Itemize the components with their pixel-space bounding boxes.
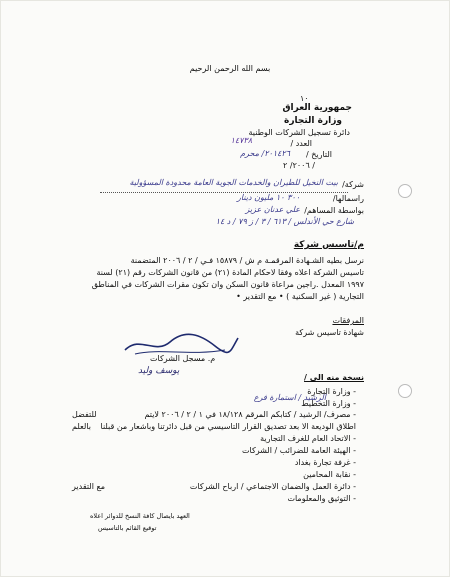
contact-line: شارع حي الأندلس / ٦١٣ / ٣ / ز ٧٩ / د ١٤ — [215, 217, 354, 226]
number-handwritten: ١٤٧٣٨ — [230, 136, 252, 145]
side-note: بالعلم — [72, 422, 91, 431]
company-name: بيت النخيل للطيران والخدمات الجوية العامة محدودة المسؤولية — [129, 178, 338, 187]
signature-name: يوسف وليد — [138, 366, 180, 376]
paragraph-line-1: نرسل بطيه الشـهادة المرقمـة م ش / ١٥٨٧٩ فـي / ٢ / ٢٠٠٦ المتضمنة — [130, 256, 364, 265]
ministry-name: وزارة التجارة — [284, 116, 342, 126]
via-label: بواسطة المساهم/ — [304, 206, 364, 215]
punch-hole-icon — [398, 184, 412, 198]
bank-handwriting: الرشيد / استمارة فرع — [253, 393, 326, 402]
copy-item: - الهيئة العامة للضرائب / الشركات — [241, 446, 356, 455]
basmala: بسم الله الرحمن الرحيم — [189, 64, 271, 73]
side-note: مع التقدير — [72, 482, 106, 491]
footer-line-2: توقيع القائم بالتاسيس — [98, 524, 157, 532]
copy-item: اطلاق الوديعة الا بعد تصديق القرار التاسيسي من قبل دائرتنا وباشعار من قبلنا — [100, 422, 356, 431]
copy-item: - دائرة العمل والضمان الاجتماعي / ارباح الشركات — [189, 482, 356, 491]
dotted-rule — [100, 192, 348, 193]
copies-header: نسخة منه الى / — [304, 373, 364, 382]
copy-item: - نقابة المحامين — [303, 470, 356, 479]
copy-item: - غرفة تجارة بغداد — [294, 458, 356, 467]
date-label: التاريخ / — [305, 150, 332, 159]
subject-line: م/تاسيس شركة — [293, 240, 364, 250]
number-label: العدد / — [290, 139, 312, 148]
attachments-label: المرفقات — [332, 316, 364, 325]
side-note: للتفضل — [72, 410, 97, 419]
department-name: دائرة تسجيل الشركات الوطنية — [248, 128, 350, 137]
paragraph-line-3: ١٩٩٧ المعدل .راجين مراعاة قانون السكن وان تكون مقرات الشركات في المناطق — [91, 280, 364, 289]
copy-item: - الاتحاد العام للغرف التجارية — [260, 434, 356, 443]
capital-value: ٣٠٠ ١٠ مليون دينار — [237, 193, 300, 202]
gregorian-date: ٢٠٠٦/ ٢ / — [283, 161, 315, 170]
company-label: شركة/ — [342, 180, 364, 189]
copy-item: - التوثيق والمعلومات — [287, 494, 356, 503]
footer-line-1: العهد بايصال كافة النسخ للدوائر اعلاه — [90, 512, 190, 520]
paragraph-line-4: التجارية ( غير السكنية ) • مع التقدير • — [236, 292, 364, 301]
hijri-date: ٢٠١٤٢٦/ محرم — [240, 149, 290, 158]
paragraph-line-2: تاسيس الشركة اعلاه وفقا لاحكام المادة (٢١) من قانون الشركات رقم (٢١) لسنة — [96, 268, 364, 277]
attachment-item: شهادة تاسيس شركة — [295, 328, 364, 337]
capital-label: راسمالها/ — [332, 194, 364, 203]
punch-hole-icon — [398, 384, 412, 398]
copy-item: - وزارة التخطيط — [301, 399, 356, 408]
copy-item: - مصرف/ الرشيد / كتابكم المرقم ١٨/١٢٨ في ١ / ٢ / ٢٠٠٦ لايتم — [144, 410, 356, 419]
page-mark: ١٠ — [300, 94, 309, 103]
country-name: جمهورية العراق — [282, 103, 352, 113]
signature-title: م. مسجل الشركات — [150, 354, 216, 363]
via-value: علي عدنان عزيز — [245, 205, 300, 214]
copy-item: - وزارة التجارة — [307, 387, 356, 396]
